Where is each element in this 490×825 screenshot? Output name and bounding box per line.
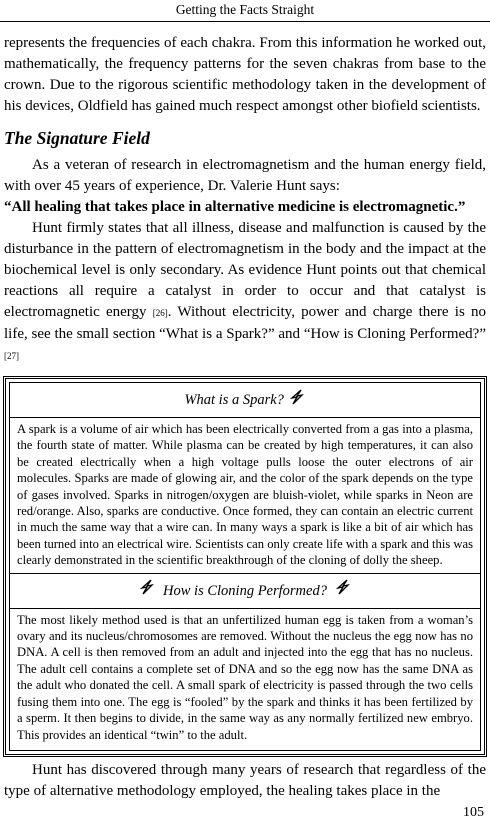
top-paragraph: represents the frequencies of each chakra. From this information he worked out, mathematically, the frequency patterns for the seven chakras from base to the crown. Due to the rigorous scientific methodology taken in the development of his devices, Oldfield has gained much respect amongst other biofield scientists. [4, 35, 486, 114]
section-heading: The Signature Field [4, 128, 150, 148]
spark-title-row [10, 383, 480, 418]
hunt-states-paragraph [4, 218, 486, 367]
header-rule [0, 21, 490, 22]
hunt-states-text-2: . Without electricity, power and charge there is no life, see the small section “What is a Spark?” and “How is Cloning Performed?” [4, 304, 487, 342]
lightning-bolt-icon [138, 574, 156, 608]
citation-26: [26] [152, 308, 168, 318]
cloning-text: The most likely method used is that an unfertilized human egg is taken from a woman’s ovary and its nucleus/chromosomes are removed. Without the nucleus the egg now has no DNA. A cell is then removed from an adult and injected into the egg that has no nucleus. The adult cell contains a complete set of DNA and so the egg now has the same DNA as the adult who donated the cell. A small spark of electricity is passed through the two cells fusing them into one. The egg is “fooled” by the spark and thinks it has been fertilized by a sperm. It then begins to divide, in the same way as any normally fertilized new embryo. This provides an identical “twin” to the adult. [17, 612, 473, 742]
sidebar-box-inner [9, 382, 481, 751]
citation-27: [27] [4, 351, 19, 361]
bottom-text [4, 760, 486, 802]
pull-quote: “All healing that takes place in alternative medicine is electromagnetic.” [4, 199, 466, 215]
cloning-title: How is Cloning Performed? [163, 582, 327, 599]
main-text [4, 33, 486, 367]
spark-text: A spark is a volume of air which has been electrically converted from a gas into a plasma, the fourth state of matter. While plasma can be created by high temperatures, it can also be created electrically when a high voltage pulls loose the outer electrons of air molecules. Sparks are made of glowing air, and the color of the spark depends on the type of gases involved. Sparks in nitrogen/oxygen are bluish-violet, while sparks in Neon are red/orange. Also, sparks are conductive. Once formed, they can contain an electric current in much the same way that a wire can. In many ways a spark is like a bit of air which has been turned into an electrical wire. Scientists can only create life with a spark and this was clearly demonstrated in the scientific breakthrough of the cloning of dolly the sheep. [17, 422, 473, 568]
lightning-bolt-icon [288, 384, 306, 418]
sidebar-box [3, 376, 487, 757]
lightning-bolt-icon [334, 574, 352, 608]
running-header: Getting the Facts Straight [175, 2, 315, 17]
cloning-title-row [10, 573, 480, 609]
bottom-paragraph: Hunt has discovered through many years of research that regardless of the type of alternative methodology employed, the healing takes place in the [4, 762, 486, 799]
spark-title: What is a Spark? [184, 392, 284, 408]
hunt-intro-paragraph: As a veteran of research in electromagnetism and the human energy field, with over 45 years of experience, Dr. Valerie Hunt says: [4, 157, 486, 194]
hunt-states-text: Hunt firmly states that all illness, disease and malfunction is caused by the disturbance in the pattern of electromagnetism in the body and the impact at the biochemical level is only secondary. As evidence Hunt points out that chemical reactions all require a catalyst in order to occur and that catalyst is electromagnetic energy [4, 220, 486, 320]
page-number: 105 [463, 805, 484, 820]
